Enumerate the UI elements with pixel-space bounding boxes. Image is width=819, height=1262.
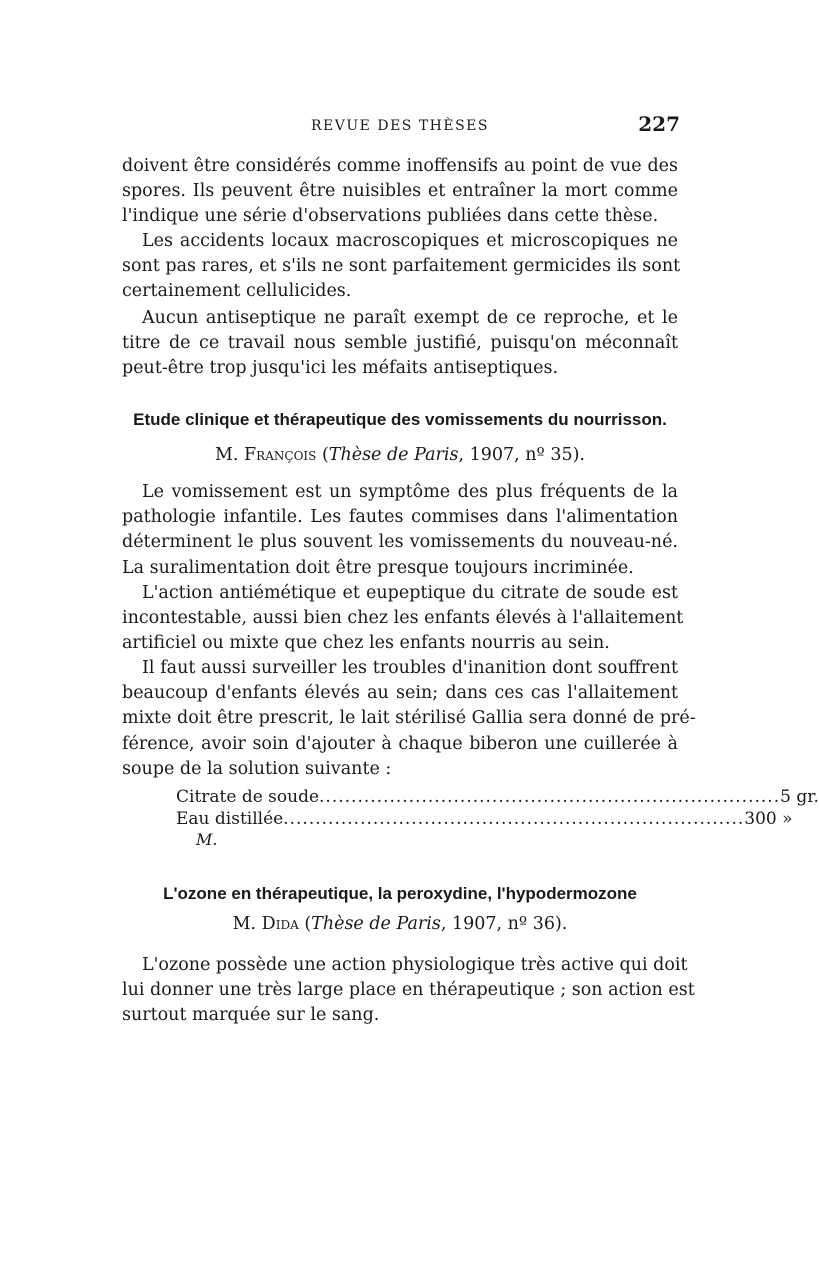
text-line: Aucun antiseptique ne paraît exempt de ce reproche, et le	[142, 308, 678, 328]
text-line: pathologie infantile. Les fautes commises dans l'alimentation	[122, 507, 678, 528]
recipe-item	[176, 808, 793, 830]
text-line: artificiel ou mixte que chez les enfants nourris au sein.	[122, 633, 610, 654]
paragraph-vomissement	[122, 480, 678, 581]
paragraph-inoffensifs	[122, 154, 678, 230]
leader-dots: ........................................................................	[283, 809, 745, 829]
article-byline: M. Dida (Thèse de Paris, 1907, nº 36).	[232, 914, 568, 934]
thesis-name: Thèse de Paris	[328, 445, 459, 465]
text-line: peut-être trop jusqu'ici les méfaits antiseptiques.	[122, 358, 559, 379]
text-line: Les accidents locaux macroscopiques et microscopiques ne	[142, 231, 678, 251]
text-line: sont pas rares, et s'ils ne sont parfaitement germicides ils sont	[122, 256, 681, 277]
text-line: lui donner une très large place en thérapeutique ; son action est	[122, 980, 695, 1001]
text-line: L'action antiémétique et eupeptique du citrate de soude est	[142, 583, 678, 603]
text-line: incontestable, aussi bien chez les enfants élevés à l'allaitement	[122, 608, 684, 629]
text-line: soupe de la solution suivante :	[122, 758, 392, 779]
thesis-reference: 1907, nº 36).	[451, 914, 568, 934]
ingredient-quantity: 300 »	[744, 809, 793, 829]
paragraph-aucun	[122, 306, 678, 382]
text-line: beaucoup d'enfants élevés au sein; dans ces cas l'allaitement	[122, 683, 678, 704]
author-name: M. Dida	[232, 914, 299, 934]
text-line: titre de ce travail nous semble justifié, puisqu'on méconnaît	[122, 333, 678, 354]
recipe-list	[176, 786, 819, 830]
text-line: spores. Ils peuvent être nuisibles et entraîner la mort comme	[122, 181, 678, 202]
page-number: 227	[638, 112, 680, 136]
recipe-item	[176, 786, 819, 808]
running-title: REVUE DES THÈSES	[311, 118, 489, 134]
article-title: Etude clinique et thérapeutique des vomissements du nourrisson.	[133, 410, 667, 429]
text-line: Le vomissement est un symptôme des plus fréquents de la	[142, 482, 678, 502]
text-line: La suralimentation doit être presque toujours incriminée.	[122, 557, 634, 578]
text-line: déterminent le plus souvent les vomissements du nouveau-né.	[122, 532, 678, 553]
text-line: mixte doit être prescrit, le lait stérilisé Gallia sera donné de pré-	[122, 708, 696, 729]
text-line: Il faut aussi surveiller les troubles d'inanition dont souffrent	[142, 658, 678, 678]
paragraph-accidents	[122, 229, 681, 305]
paragraph-inanition	[122, 656, 696, 782]
leader-dots: ........................................................................	[319, 787, 781, 807]
text-line: certainement cellulicides.	[122, 281, 352, 302]
thesis-reference: 1907, nº 35).	[469, 445, 585, 465]
text-line: L'ozone possède une action physiologique très active qui doit	[142, 955, 688, 975]
ingredient-name: Eau distillée	[176, 809, 284, 829]
paragraph-citrate	[122, 581, 684, 657]
ingredient-name: Citrate de soude	[176, 787, 320, 807]
text-line: surtout marquée sur le sang.	[122, 1005, 380, 1026]
paragraph-ozone	[122, 953, 695, 1029]
thesis-name: Thèse de Paris	[311, 914, 441, 934]
text-line: doivent être considérés comme inoffensifs au point de vue des	[122, 156, 678, 176]
author-name: M. François	[215, 445, 317, 465]
text-line: férence, avoir soin d'ajouter à chaque biberon une cuillerée à	[122, 733, 678, 754]
article-title: L'ozone en thérapeutique, la peroxydine, l'hypodermozone	[163, 884, 637, 903]
article-byline: M. François (Thèse de Paris, 1907, nº 35).	[215, 445, 585, 465]
signature: M.	[196, 830, 218, 849]
ingredient-quantity: 5 gr.	[780, 787, 819, 807]
text-line: l'indique une série d'observations publiées dans cette thèse.	[122, 206, 659, 227]
page-header	[120, 112, 680, 142]
